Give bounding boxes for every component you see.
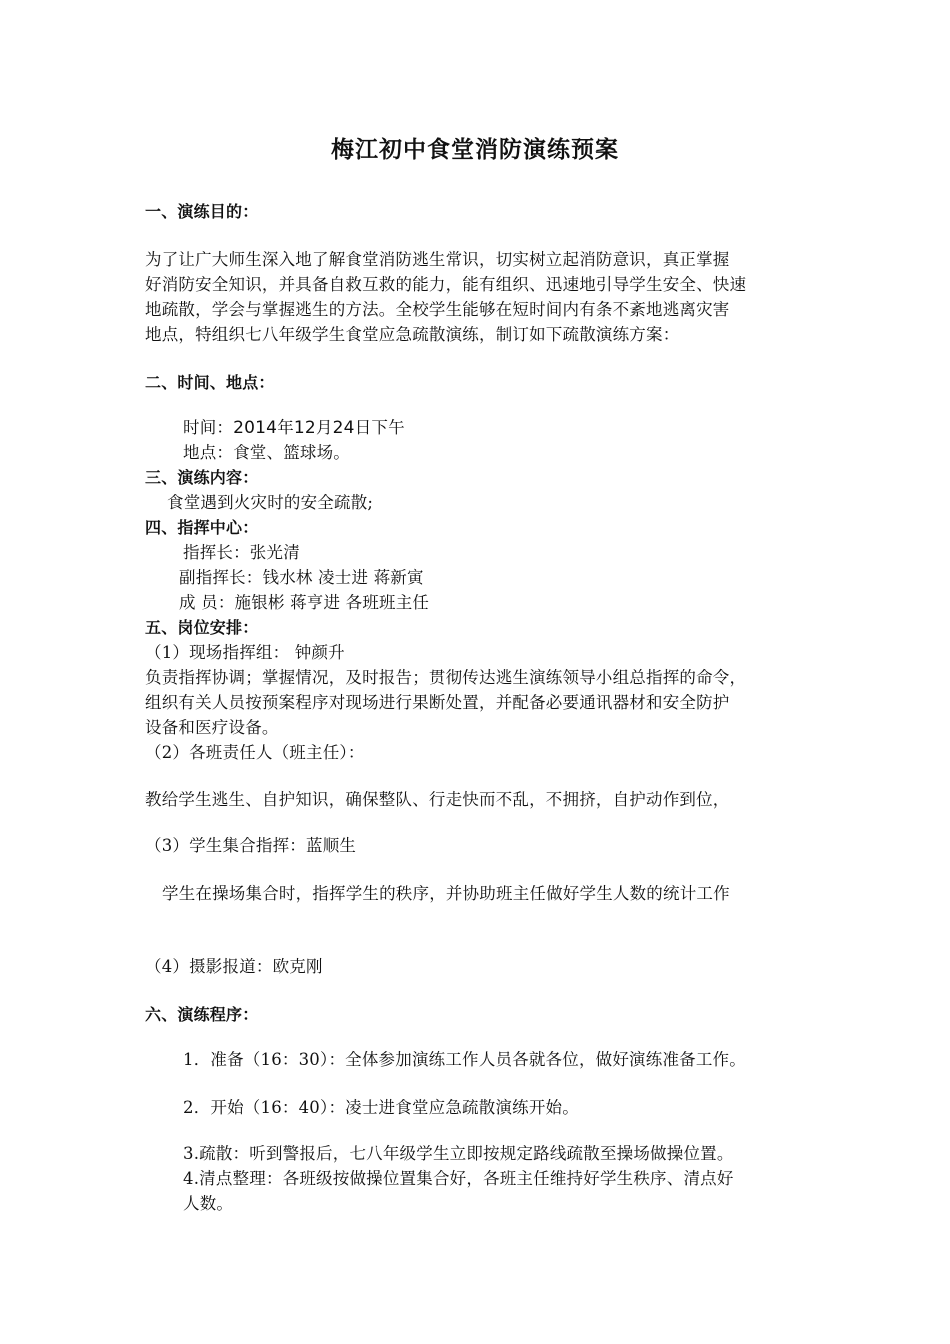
document-title: 梅江初中食堂消防演练预案 [331,137,619,163]
section-heading-purpose: 一、演练目的： [145,202,259,221]
members-line: 成 员：施银彬 蒋亨进 各班班主任 [179,593,430,612]
deputy-line: 副指挥长：钱水林 凌士进 蒋新寅 [179,568,424,587]
post-4-line: （4）摄影报道：欧克刚 [145,957,323,976]
time-line [183,416,405,440]
purpose-line-4: 地点，特组织七八年级学生食堂应急疏散演练，制订如下疏散演练方案： [145,325,680,344]
post-1-line: （1）现场指挥组： 钟颜升 [145,643,345,662]
commander-line: 指挥长：张光清 [183,543,300,562]
time-day-unit: 日下午 [354,418,405,437]
post-2-desc: 教给学生逃生、自护知识，确保整队、行走快而不乱，不拥挤，自护动作到位， [145,790,730,809]
section-heading-content: 三、演练内容： [145,468,259,487]
post-1-desc-line-1: 负责指挥协调；掌握情况，及时报告；贯彻传达逃生演练领导小组总指挥的命令， [145,668,747,687]
content-line: 食堂遇到火灾时的安全疏散; [167,493,374,512]
time-day: 24 [332,418,355,438]
procedure-step-4: 4.清点整理：各班级按做操位置集合好，各班主任维持好学生秩序、清点好 [183,1169,734,1188]
purpose-line-2: 好消防安全知识，并具备自救互救的能力，能有组织、迅速地引导学生安全、快速 [145,275,747,294]
procedure-step-4-cont: 人数。 [183,1194,234,1213]
procedure-step-3: 3.疏散：听到警报后，七八年级学生立即按规定路线疏散至操场做操位置。 [183,1144,734,1163]
section-heading-time-place: 二、时间、地点： [145,373,275,392]
time-month-unit: 月 [315,418,333,437]
section-heading-command: 四、指挥中心： [145,518,259,537]
post-3-desc: 学生在操场集合时，指挥学生的秩序，并协助班主任做好学生人数的统计工作 [162,884,730,903]
procedure-step-2: 2．开始（16：40）：凌士进食堂应急疏散演练开始。 [183,1098,579,1117]
purpose-line-1: 为了让广大师生深入地了解食堂消防逃生常识，切实树立起消防意识，真正掌握 [145,250,730,269]
post-1-desc-line-3: 设备和医疗设备。 [145,718,279,737]
time-prefix: 时间： [183,418,234,437]
purpose-line-3: 地疏散，学会与掌握逃生的方法。全校学生能够在短时间内有条不紊地逃离灾害 [145,300,730,319]
post-2-line: （2）各班责任人（班主任）： [145,743,365,762]
time-year-unit: 年 [277,418,294,437]
post-1-desc-line-2: 组织有关人员按预案程序对现场进行果断处置，并配备必要通讯器材和安全防护 [145,693,730,712]
procedure-step-1: 1．准备（16：30）：全体参加演练工作人员各就各位，做好演练准备工作。 [183,1050,746,1069]
post-3-line: （3）学生集合指挥：蓝顺生 [145,836,357,855]
place-line: 地点：食堂、篮球场。 [183,443,350,462]
time-year: 2014 [233,418,278,438]
section-heading-procedure: 六、演练程序： [145,1005,259,1024]
section-heading-posts: 五、岗位安排： [145,618,259,637]
time-month: 12 [293,418,316,438]
